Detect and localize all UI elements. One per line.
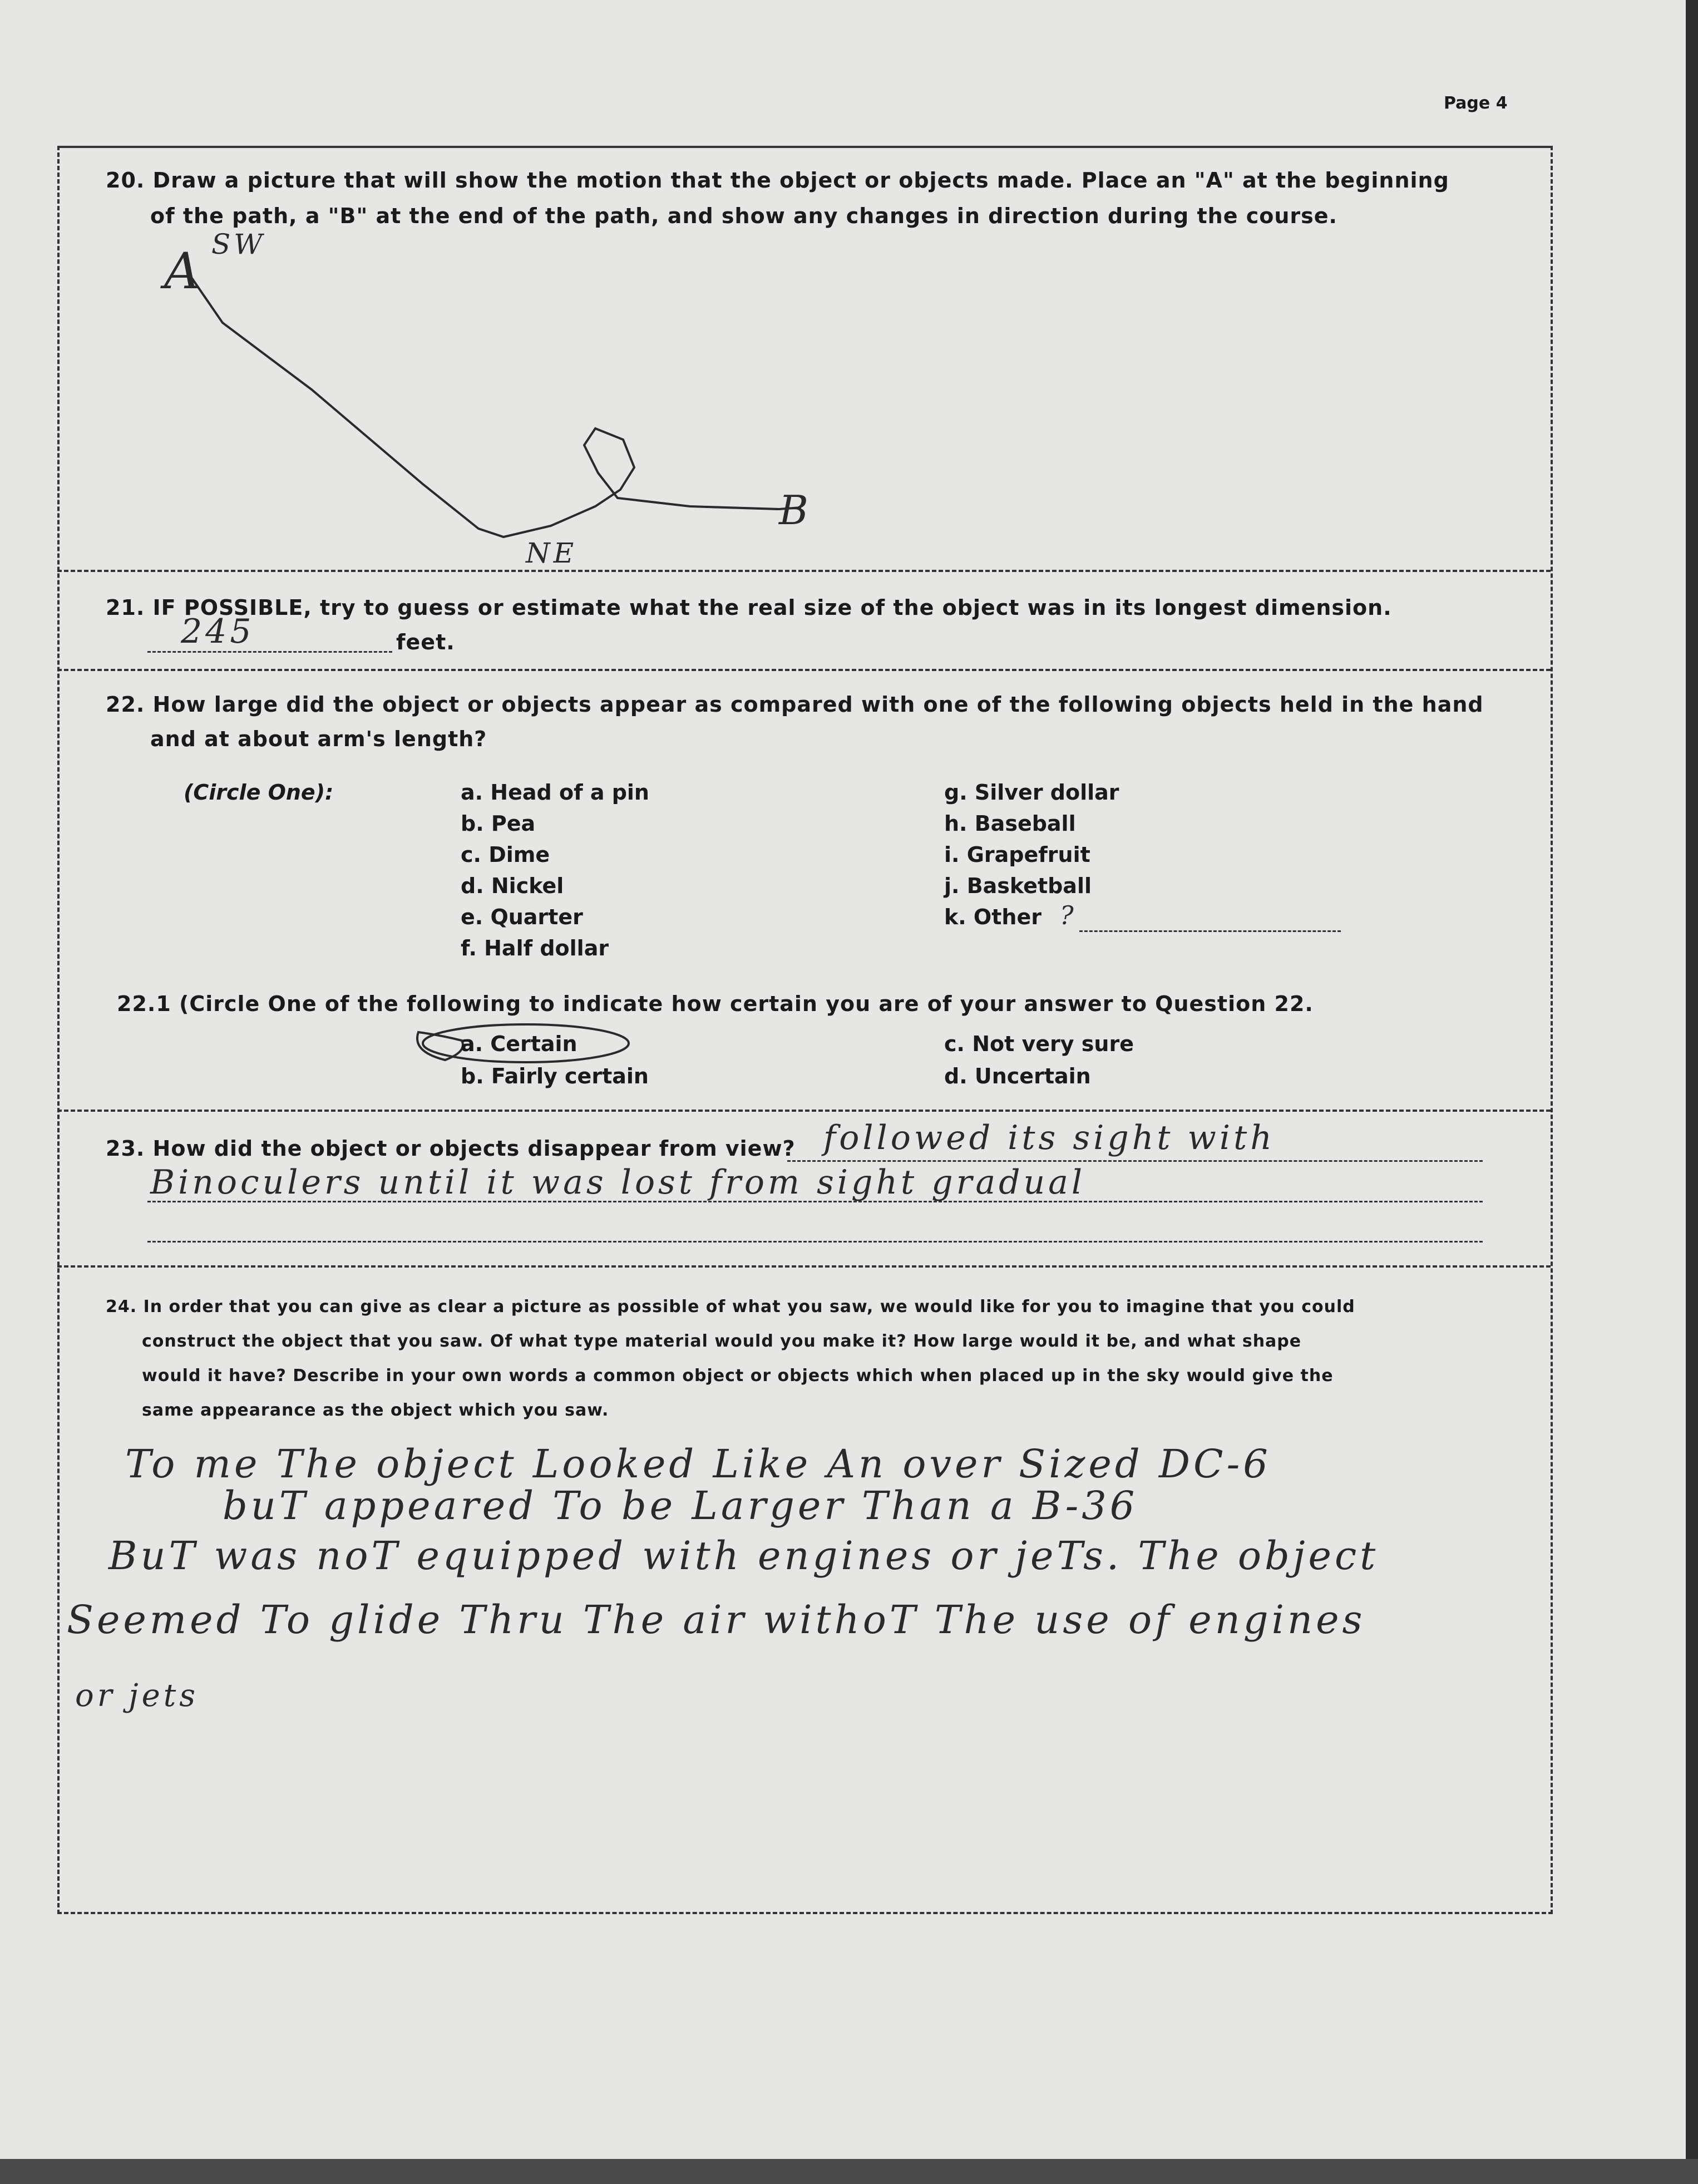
sketch-label-ne: NE [526,537,577,569]
q24-answer-line5: or jets [75,1678,199,1714]
q24-answer-line1: To me The object Looked Like An over Sized DC-6 [125,1441,1271,1487]
sketch-label-b: B [779,487,812,534]
q24-answer-line2: buT appeared To be Larger Than a B-36 [223,1483,1138,1529]
q22-option-c: c. Dime [461,842,550,867]
q22-option-b: b. Pea [461,811,536,836]
page-number: Page 4 [1444,93,1508,113]
q23-line2 [147,1201,1483,1202]
q20-text-line1: 20. Draw a picture that will show the motion that the object or objects made. Place an "A" at the beginning [106,168,1449,193]
q22-option-h: h. Baseball [944,811,1076,836]
divider-q22 [57,669,1551,671]
q24-text-line1: 24. In order that you can give as clear a picture as possible of what you saw, we would like for you to imagine that you could [106,1297,1355,1317]
q22-1-option-d: d. Uncertain [944,1064,1091,1088]
q22-option-k: k. Other [944,905,1041,929]
q22-option-g: g. Silver dollar [944,780,1119,805]
q22-option-e: e. Quarter [461,905,583,929]
q22-instruction: (Circle One): [184,780,334,805]
q24-text-line4: same appearance as the object which you saw. [142,1401,609,1420]
q22-option-i: i. Grapefruit [944,842,1090,867]
q22-1-option-a: a. Certain [461,1032,577,1056]
q23-line3 [147,1241,1483,1243]
sketch-label-sw: SW [211,228,266,260]
q21-text: 21. IF POSSIBLE, try to guess or estimate what the real size of the object was in its longest dimension. [106,595,1392,620]
q24-answer-line4: Seemed To glide Thru The air withoT The use of engines [67,1597,1366,1643]
q22-1-text: 22.1 (Circle One of the following to indicate how certain you are of your answer to Question 22. [117,992,1314,1016]
motion-path [192,278,779,537]
q21-answer: 245 [181,612,255,651]
q22-option-d: d. Nickel [461,874,564,898]
q22-other-line [1079,930,1341,932]
q20-text-line2: of the path, a "B" at the end of the path, and show any changes in direction during the course. [150,204,1337,228]
divider-q21 [57,570,1551,572]
divider-q24 [57,1265,1551,1268]
q22-1-option-c: c. Not very sure [944,1032,1134,1056]
q21-unit: feet. [396,630,455,654]
q24-text-line2: construct the object that you saw. Of what type material would you make it? How large would it be, and what shape [142,1332,1302,1351]
q22-option-j: j. Basketball [944,874,1092,898]
q23-answer-line2: Binoculers until it was lost from sight gradual [150,1163,1086,1202]
q22-option-f: f. Half dollar [461,936,609,960]
sketch-label-a: A [164,242,204,300]
q23-text: 23. How did the object or objects disappear from view? [106,1136,796,1161]
q22-1-option-b: b. Fairly certain [461,1064,649,1088]
q22-text-line1: 22. How large did the object or objects appear as compared with one of the following objects held in the hand [106,692,1484,717]
q23-answer-line1: followed its sight with [823,1118,1275,1157]
q22-option-a: a. Head of a pin [461,780,649,805]
q22-other-answer: ? [1060,900,1077,930]
q22-text-line2: and at about arm's length? [150,727,487,751]
divider-q23 [57,1110,1551,1112]
q24-text-line3: would it have? Describe in your own words a common object or objects which when placed up in the sky would give the [142,1366,1334,1386]
q23-line1 [787,1160,1483,1162]
q21-answer-line [147,651,392,653]
q24-answer-line3: BuT was noT equipped with engines or jeTs. The object [108,1533,1379,1579]
